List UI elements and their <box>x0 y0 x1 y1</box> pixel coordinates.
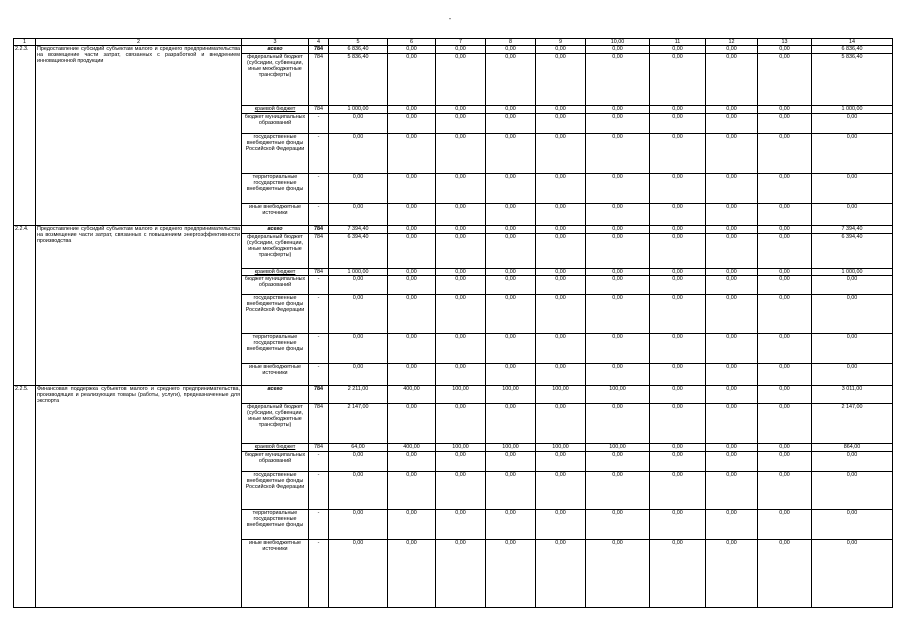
amount-cell: 0,00 <box>650 510 706 540</box>
amount-cell: 0,00 <box>536 134 586 174</box>
amount-cell: 0,00 <box>329 452 388 472</box>
amount-cell: 5 836,40 <box>329 54 388 106</box>
amount-cell: 6 394,40 <box>329 234 388 269</box>
table-row <box>14 386 893 404</box>
amount-cell: 0,00 <box>650 134 706 174</box>
funding-source: всего <box>242 226 309 234</box>
kbk-code: 784 <box>309 106 329 114</box>
column-number-4: 4 <box>309 39 329 46</box>
column-number-12: 12 <box>706 39 758 46</box>
amount-cell: 0,00 <box>486 226 536 234</box>
kbk-code: 784 <box>309 54 329 106</box>
amount-cell: 100,00 <box>586 444 650 452</box>
funding-source: всего <box>242 46 309 54</box>
amount-cell: 6 836,40 <box>329 46 388 54</box>
amount-cell: 0,00 <box>586 46 650 54</box>
amount-cell: 0,00 <box>388 404 436 444</box>
column-number-9: 9 <box>536 39 586 46</box>
kbk-code: - <box>309 472 329 510</box>
amount-cell: 0,00 <box>436 295 486 334</box>
amount-cell: 0,00 <box>758 386 812 404</box>
amount-cell: 0,00 <box>486 276 536 295</box>
column-number-7: 7 <box>436 39 486 46</box>
amount-cell: 0,00 <box>812 364 893 386</box>
column-number-row <box>14 39 893 46</box>
amount-cell: 0,00 <box>586 364 650 386</box>
amount-cell: 0,00 <box>586 226 650 234</box>
amount-cell: 0,00 <box>486 54 536 106</box>
amount-cell: 0,00 <box>650 364 706 386</box>
kbk-code: - <box>309 295 329 334</box>
amount-cell: 0,00 <box>486 295 536 334</box>
amount-cell: 100,00 <box>586 386 650 404</box>
amount-cell: 0,00 <box>388 46 436 54</box>
amount-cell: 0,00 <box>758 295 812 334</box>
amount-cell: 0,00 <box>758 276 812 295</box>
amount-cell: 0,00 <box>706 472 758 510</box>
column-number-14: 14 <box>812 39 893 46</box>
amount-cell: 0,00 <box>388 174 436 204</box>
amount-cell: 0,00 <box>706 452 758 472</box>
amount-cell: 100,00 <box>536 386 586 404</box>
amount-cell: 0,00 <box>706 295 758 334</box>
amount-cell: 0,00 <box>586 269 650 276</box>
amount-cell: 100,00 <box>436 386 486 404</box>
amount-cell: 0,00 <box>586 234 650 269</box>
amount-cell: 0,00 <box>536 234 586 269</box>
amount-cell: 0,00 <box>536 46 586 54</box>
funding-source: территориальные государственные внебюджетные фонды <box>242 510 309 540</box>
amount-cell: 0,00 <box>706 234 758 269</box>
amount-cell: 0,00 <box>388 204 436 226</box>
amount-cell: 0,00 <box>486 404 536 444</box>
measure-name: Предоставление субсидий субъектам малого и среднего предпринимательства на возмещение части затрат, связанных с повышением энергоэффективности производства <box>36 226 242 386</box>
kbk-code: - <box>309 134 329 174</box>
amount-cell: 0,00 <box>536 106 586 114</box>
amount-cell: 0,00 <box>388 510 436 540</box>
amount-cell: 0,00 <box>706 174 758 204</box>
amount-cell: 1 000,00 <box>329 106 388 114</box>
funding-source: иные внебюджетные источники <box>242 204 309 226</box>
amount-cell: 2 211,00 <box>329 386 388 404</box>
amount-cell: 0,00 <box>388 452 436 472</box>
amount-cell: 0,00 <box>586 295 650 334</box>
amount-cell: 0,00 <box>586 404 650 444</box>
amount-cell: 0,00 <box>758 226 812 234</box>
amount-cell: 0,00 <box>388 276 436 295</box>
amount-cell: 0,00 <box>486 46 536 54</box>
amount-cell: 0,00 <box>758 472 812 510</box>
amount-cell: 0,00 <box>706 510 758 540</box>
amount-cell: 0,00 <box>388 134 436 174</box>
amount-cell: 0,00 <box>388 540 436 608</box>
amount-cell: 0,00 <box>650 234 706 269</box>
amount-cell: 0,00 <box>706 404 758 444</box>
funding-source: государственные внебюджетные фонды Российской Федерации <box>242 295 309 334</box>
kbk-code: - <box>309 334 329 364</box>
amount-cell: 0,00 <box>486 234 536 269</box>
amount-cell: 0,00 <box>650 444 706 452</box>
amount-cell: 0,00 <box>650 269 706 276</box>
column-number-5: 5 <box>329 39 388 46</box>
amount-cell: 0,00 <box>388 334 436 364</box>
row-code: 2.2.4. <box>14 226 36 386</box>
amount-cell: 0,00 <box>536 226 586 234</box>
amount-cell: 0,00 <box>486 204 536 226</box>
amount-cell: 0,00 <box>758 204 812 226</box>
amount-cell: 0,00 <box>436 269 486 276</box>
amount-cell: 6 836,40 <box>812 46 893 54</box>
amount-cell: 0,00 <box>706 269 758 276</box>
kbk-code: - <box>309 452 329 472</box>
table-row <box>14 226 893 234</box>
kbk-code: - <box>309 276 329 295</box>
funding-source: бюджет муниципальных образований <box>242 276 309 295</box>
amount-cell: 0,00 <box>758 269 812 276</box>
amount-cell: 0,00 <box>436 364 486 386</box>
amount-cell: 864,00 <box>812 444 893 452</box>
measure-name: Предоставление субсидий субъектам малого и среднего предпринимательства на возмещение части затрат, связанных с разработкой и внедрением инновационной продукции <box>36 46 242 226</box>
amount-cell: 0,00 <box>388 226 436 234</box>
amount-cell: 0,00 <box>586 276 650 295</box>
amount-cell: 0,00 <box>536 54 586 106</box>
amount-cell: 0,00 <box>436 226 486 234</box>
amount-cell: 0,00 <box>706 114 758 134</box>
kbk-code: - <box>309 540 329 608</box>
amount-cell: 0,00 <box>329 510 388 540</box>
amount-cell: 0,00 <box>706 134 758 174</box>
amount-cell: 0,00 <box>436 510 486 540</box>
amount-cell: 6 394,40 <box>812 234 893 269</box>
amount-cell: 0,00 <box>486 114 536 134</box>
amount-cell: 0,00 <box>706 364 758 386</box>
amount-cell: 400,00 <box>388 444 436 452</box>
amount-cell: 0,00 <box>706 204 758 226</box>
funding-source: краевой бюджет <box>242 444 309 452</box>
amount-cell: 0,00 <box>329 114 388 134</box>
amount-cell: 0,00 <box>486 106 536 114</box>
amount-cell: 0,00 <box>706 46 758 54</box>
amount-cell: 0,00 <box>758 174 812 204</box>
kbk-code: 784 <box>309 226 329 234</box>
amount-cell: 0,00 <box>329 364 388 386</box>
amount-cell: 1 000,00 <box>812 269 893 276</box>
page-mark: " <box>449 18 451 24</box>
amount-cell: 0,00 <box>536 114 586 134</box>
funding-source: иные внебюджетные источники <box>242 540 309 608</box>
kbk-code: - <box>309 364 329 386</box>
measure-name: Финансовая поддержка субъектов малого и среднего предпринимательства, производящих и реализующих товары (работы, услуги), предназначенные для экспорта <box>36 386 242 608</box>
row-code: 2.2.5. <box>14 386 36 608</box>
amount-cell: 0,00 <box>536 540 586 608</box>
amount-cell: 0,00 <box>486 134 536 174</box>
amount-cell: 0,00 <box>536 174 586 204</box>
amount-cell: 64,00 <box>329 444 388 452</box>
amount-cell: 0,00 <box>329 334 388 364</box>
amount-cell: 0,00 <box>758 364 812 386</box>
amount-cell: 100,00 <box>486 386 536 404</box>
amount-cell: 0,00 <box>650 54 706 106</box>
amount-cell: 0,00 <box>486 269 536 276</box>
amount-cell: 1 000,00 <box>329 269 388 276</box>
amount-cell: 0,00 <box>436 204 486 226</box>
amount-cell: 0,00 <box>586 510 650 540</box>
kbk-code: - <box>309 174 329 204</box>
amount-cell: 0,00 <box>486 452 536 472</box>
amount-cell: 0,00 <box>388 472 436 510</box>
column-number-11: 11 <box>650 39 706 46</box>
amount-cell: 0,00 <box>388 114 436 134</box>
amount-cell: 0,00 <box>650 452 706 472</box>
amount-cell: 0,00 <box>812 295 893 334</box>
amount-cell: 0,00 <box>486 174 536 204</box>
amount-cell: 0,00 <box>436 234 486 269</box>
amount-cell: 0,00 <box>486 540 536 608</box>
amount-cell: 0,00 <box>536 452 586 472</box>
amount-cell: 0,00 <box>812 334 893 364</box>
amount-cell: 0,00 <box>329 174 388 204</box>
amount-cell: 0,00 <box>586 472 650 510</box>
funding-source: территориальные государственные внебюджетные фонды <box>242 174 309 204</box>
amount-cell: 0,00 <box>536 510 586 540</box>
amount-cell: 2 147,00 <box>812 404 893 444</box>
funding-source: бюджет муниципальных образований <box>242 452 309 472</box>
amount-cell: 0,00 <box>758 404 812 444</box>
amount-cell: 5 836,40 <box>812 54 893 106</box>
kbk-code: 784 <box>309 404 329 444</box>
amount-cell: 0,00 <box>812 114 893 134</box>
amount-cell: 0,00 <box>436 114 486 134</box>
amount-cell: 0,00 <box>812 174 893 204</box>
amount-cell: 100,00 <box>486 444 536 452</box>
amount-cell: 0,00 <box>706 54 758 106</box>
amount-cell: 0,00 <box>388 269 436 276</box>
amount-cell: 0,00 <box>436 540 486 608</box>
amount-cell: 0,00 <box>586 204 650 226</box>
amount-cell: 7 394,40 <box>812 226 893 234</box>
amount-cell: 0,00 <box>486 334 536 364</box>
amount-cell: 0,00 <box>650 404 706 444</box>
column-number-1: 1 <box>14 39 36 46</box>
funding-source: краевой бюджет <box>242 106 309 114</box>
amount-cell: 0,00 <box>536 269 586 276</box>
funding-source: федеральный бюджет (субсидии, субвенции, иные межбюджетные трансферты) <box>242 404 309 444</box>
amount-cell: 0,00 <box>436 174 486 204</box>
column-number-6: 6 <box>388 39 436 46</box>
amount-cell: 0,00 <box>486 364 536 386</box>
amount-cell: 0,00 <box>650 174 706 204</box>
amount-cell: 0,00 <box>536 276 586 295</box>
amount-cell: 0,00 <box>812 540 893 608</box>
funding-source: федеральный бюджет (субсидии, субвенции, иные межбюджетные трансферты) <box>242 54 309 106</box>
amount-cell: 0,00 <box>650 472 706 510</box>
amount-cell: 0,00 <box>812 452 893 472</box>
amount-cell: 0,00 <box>812 276 893 295</box>
column-number-10: 10,00 <box>586 39 650 46</box>
amount-cell: 0,00 <box>586 106 650 114</box>
amount-cell: 0,00 <box>329 276 388 295</box>
amount-cell: 0,00 <box>650 334 706 364</box>
amount-cell: 0,00 <box>388 364 436 386</box>
amount-cell: 0,00 <box>650 106 706 114</box>
funding-source: иные внебюджетные источники <box>242 364 309 386</box>
amount-cell: 0,00 <box>329 204 388 226</box>
amount-cell: 0,00 <box>706 444 758 452</box>
amount-cell: 0,00 <box>436 46 486 54</box>
column-number-8: 8 <box>486 39 536 46</box>
column-number-13: 13 <box>758 39 812 46</box>
amount-cell: 0,00 <box>436 334 486 364</box>
funding-source: территориальные государственные внебюджетные фонды <box>242 334 309 364</box>
amount-cell: 0,00 <box>758 114 812 134</box>
row-code: 2.2.3. <box>14 46 36 226</box>
funding-source: краевой бюджет <box>242 269 309 276</box>
amount-cell: 0,00 <box>706 226 758 234</box>
amount-cell: 0,00 <box>758 106 812 114</box>
amount-cell: 0,00 <box>706 540 758 608</box>
amount-cell: 0,00 <box>758 452 812 472</box>
amount-cell: 0,00 <box>536 295 586 334</box>
column-number-3: 3 <box>242 39 309 46</box>
amount-cell: 0,00 <box>536 204 586 226</box>
amount-cell: 0,00 <box>586 174 650 204</box>
amount-cell: 0,00 <box>329 540 388 608</box>
amount-cell: 0,00 <box>812 134 893 174</box>
amount-cell: 0,00 <box>586 452 650 472</box>
amount-cell: 0,00 <box>706 276 758 295</box>
amount-cell: 0,00 <box>436 106 486 114</box>
amount-cell: 0,00 <box>812 510 893 540</box>
kbk-code: 784 <box>309 386 329 404</box>
table-row <box>14 46 893 54</box>
amount-cell: 0,00 <box>650 295 706 334</box>
kbk-code: 784 <box>309 234 329 269</box>
kbk-code: 784 <box>309 46 329 54</box>
amount-cell: 0,00 <box>388 295 436 334</box>
amount-cell: 0,00 <box>536 404 586 444</box>
funding-source: государственные внебюджетные фонды Российской Федерации <box>242 472 309 510</box>
kbk-code: 784 <box>309 269 329 276</box>
amount-cell: 0,00 <box>436 472 486 510</box>
amount-cell: 0,00 <box>758 46 812 54</box>
amount-cell: 0,00 <box>329 295 388 334</box>
amount-cell: 0,00 <box>650 276 706 295</box>
amount-cell: 0,00 <box>586 540 650 608</box>
amount-cell: 0,00 <box>758 540 812 608</box>
amount-cell: 0,00 <box>586 114 650 134</box>
amount-cell: 0,00 <box>486 510 536 540</box>
amount-cell: 2 147,00 <box>329 404 388 444</box>
amount-cell: 1 000,00 <box>812 106 893 114</box>
amount-cell: 0,00 <box>536 364 586 386</box>
amount-cell: 0,00 <box>758 334 812 364</box>
amount-cell: 0,00 <box>586 54 650 106</box>
amount-cell: 100,00 <box>436 444 486 452</box>
amount-cell: 0,00 <box>650 204 706 226</box>
amount-cell: 0,00 <box>650 226 706 234</box>
kbk-code: - <box>309 204 329 226</box>
column-number-2: 2 <box>36 39 242 46</box>
amount-cell: 0,00 <box>706 386 758 404</box>
amount-cell: 0,00 <box>586 334 650 364</box>
funding-source: государственные внебюджетные фонды Российской Федерации <box>242 134 309 174</box>
amount-cell: 0,00 <box>436 276 486 295</box>
amount-cell: 0,00 <box>758 510 812 540</box>
amount-cell: 0,00 <box>536 334 586 364</box>
amount-cell: 0,00 <box>436 134 486 174</box>
amount-cell: 3 011,00 <box>812 386 893 404</box>
amount-cell: 0,00 <box>706 334 758 364</box>
amount-cell: 0,00 <box>536 472 586 510</box>
kbk-code: - <box>309 510 329 540</box>
funding-source: бюджет муниципальных образований <box>242 114 309 134</box>
amount-cell: 0,00 <box>436 404 486 444</box>
amount-cell: 0,00 <box>436 54 486 106</box>
funding-source: всего <box>242 386 309 404</box>
amount-cell: 0,00 <box>586 134 650 174</box>
amount-cell: 0,00 <box>388 106 436 114</box>
amount-cell: 400,00 <box>388 386 436 404</box>
amount-cell: 0,00 <box>812 472 893 510</box>
amount-cell: 0,00 <box>436 452 486 472</box>
amount-cell: 0,00 <box>388 54 436 106</box>
amount-cell: 7 394,40 <box>329 226 388 234</box>
amount-cell: 100,00 <box>536 444 586 452</box>
amount-cell: 0,00 <box>388 234 436 269</box>
kbk-code: - <box>309 114 329 134</box>
amount-cell: 0,00 <box>329 472 388 510</box>
amount-cell: 0,00 <box>706 106 758 114</box>
budget-table <box>13 38 893 608</box>
amount-cell: 0,00 <box>758 444 812 452</box>
amount-cell: 0,00 <box>758 234 812 269</box>
amount-cell: 0,00 <box>650 386 706 404</box>
amount-cell: 0,00 <box>329 134 388 174</box>
amount-cell: 0,00 <box>650 540 706 608</box>
amount-cell: 0,00 <box>812 204 893 226</box>
amount-cell: 0,00 <box>486 472 536 510</box>
kbk-code: 784 <box>309 444 329 452</box>
amount-cell: 0,00 <box>650 46 706 54</box>
amount-cell: 0,00 <box>758 54 812 106</box>
funding-source: федеральный бюджет (субсидии, субвенции, иные межбюджетные трансферты) <box>242 234 309 269</box>
amount-cell: 0,00 <box>758 134 812 174</box>
amount-cell: 0,00 <box>650 114 706 134</box>
